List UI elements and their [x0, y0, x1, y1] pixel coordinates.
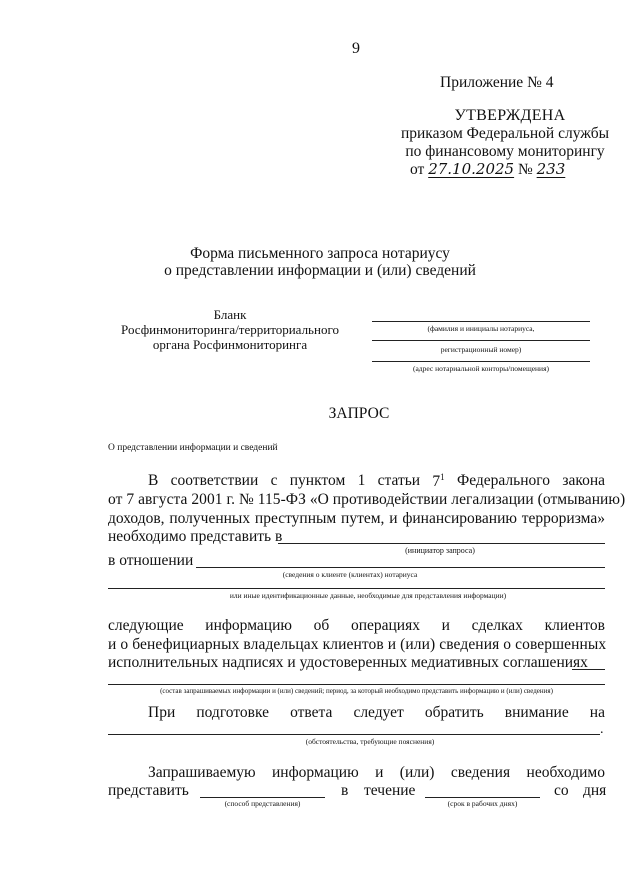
p1-word: финансированию [402, 510, 517, 527]
circumstances-period: . [600, 722, 604, 737]
p1-word: соответствии [170, 472, 259, 489]
p4-with: со [554, 782, 569, 799]
request-heading: ЗАПРОС [328, 405, 390, 422]
p4-day: дня [583, 782, 607, 799]
p2-word: об [313, 617, 330, 634]
p1-word: закона [562, 472, 605, 489]
sender-block [80, 307, 380, 352]
appendix-label: Приложение № 4 [440, 74, 554, 91]
order-date: 27.10.2025 [428, 160, 515, 178]
recipient-caption-2: регистрационный номер) [440, 345, 522, 354]
p2-line-1 [108, 617, 605, 635]
p4-during: течение [364, 782, 416, 799]
form-title-line-1: Форма письменного запроса нотариусу [190, 245, 450, 262]
page-number: 9 [352, 40, 360, 57]
p4-word: Запрашиваемую [148, 764, 256, 781]
order-number: 233 [536, 160, 566, 178]
composition-caption: (состав запрашиваемых информации и (или) сведений; период, за который необходимо представить информацию и (или) сведения) [160, 687, 553, 695]
date-prefix: от [410, 161, 425, 178]
method-line [200, 797, 325, 798]
p4-in: в [341, 782, 349, 799]
p1-line-2: от 7 августа 2001 г. № 115-ФЗ «О противодействии легализации (отмыванию) [108, 491, 626, 508]
p2-word: и [441, 617, 450, 634]
p1-line-1 [148, 472, 605, 491]
approved-label: УТВЕРЖДЕНА [454, 107, 566, 124]
p1-line-4: необходимо представить в [108, 528, 283, 545]
circumstances-line [108, 734, 600, 735]
p4-submit: представить [108, 782, 189, 799]
p2-word: операциях [350, 617, 420, 634]
p2-word: сделках [471, 617, 523, 634]
p3-word: внимание [504, 704, 569, 721]
p3-word: на [589, 704, 605, 721]
p1-word: полученных [169, 510, 251, 527]
circumstances-caption: (обстоятельства, требующие пояснения) [305, 737, 435, 746]
recipient-caption-1: (фамилия и инициалы нотариуса, [427, 324, 535, 333]
p1-word: Федерального [456, 472, 551, 489]
p1-article [432, 472, 444, 491]
p1-word: преступным [254, 510, 337, 527]
p2-word: информацию [205, 617, 292, 634]
term-line [425, 797, 540, 798]
sender-line-3: органа Росфинмониторинга [152, 337, 308, 352]
term-caption: (срок в рабочих днях) [447, 799, 518, 808]
order-line-1: приказом Федеральной службы [400, 125, 610, 142]
p1-word: с [270, 472, 278, 489]
composition-line [108, 684, 605, 685]
p2-tail-line [572, 669, 605, 670]
p1-word: 1 [357, 472, 366, 489]
initiator-line [278, 543, 605, 544]
order-line-2: по финансовому мониторингу [405, 143, 605, 160]
client-caption: (сведения о клиенте (клиентах) нотариуса [282, 570, 418, 579]
p1-line-3 [108, 510, 605, 528]
p1-word: пунктом [289, 472, 346, 489]
p2-line-3: исполнительных надписях и удостоверенных медиативных соглашениях [108, 654, 588, 671]
p3-word: подготовке [196, 704, 269, 721]
p3-word: обратить [424, 704, 484, 721]
p2-word: клиентов [544, 617, 605, 634]
p4-word: необходимо [526, 764, 605, 781]
p1-word: путем, [341, 510, 385, 527]
p3-word: следует [353, 704, 404, 721]
ident-caption: или иные идентификационные данные, необходимые для представления информации) [229, 591, 507, 600]
recipient-line-1 [372, 321, 590, 322]
p1-word: В [148, 472, 159, 489]
request-subject: О представлении информации и сведений [108, 443, 278, 453]
method-caption: (способ представления) [224, 799, 301, 808]
p1-word: статьи [377, 472, 421, 489]
initiator-caption: (инициатор запроса) [405, 546, 475, 555]
p3-word: ответа [290, 704, 333, 721]
ident-line [108, 588, 605, 589]
p4-word: сведения [450, 764, 511, 781]
p2-line-2: и о бенефициарных владельцах клиентов и (или) сведения о совершенных [108, 636, 607, 653]
p1-word: терроризма» [521, 510, 605, 527]
sender-line-2: Росфинмониторинга/территориального [121, 322, 339, 337]
regarding-label: в отношении [108, 552, 194, 569]
recipient-line-3 [372, 361, 590, 362]
p3-word: При [148, 704, 176, 721]
p2-word: следующие [108, 617, 184, 634]
p1-word: и [389, 510, 398, 527]
p3-line-1 [148, 704, 605, 722]
sender-line-1: Бланк [213, 307, 247, 322]
p4-word: (или) [399, 764, 435, 781]
recipient-line-2 [372, 340, 590, 341]
p4-word: и [375, 764, 384, 781]
p1-word: доходов, [108, 510, 165, 527]
recipient-caption-3: (адрес нотариальной конторы/помещения) [412, 364, 550, 373]
client-line [196, 567, 605, 568]
p1-superscript: 1 [440, 472, 445, 482]
number-prefix: № [517, 161, 533, 178]
p4-word: информацию [272, 764, 359, 781]
form-title-line-2: о представлении информации и (или) сведений [164, 262, 476, 279]
p1-article-num: 7 [432, 473, 441, 491]
p4-line-1 [148, 764, 605, 782]
order-date-line [410, 160, 565, 179]
